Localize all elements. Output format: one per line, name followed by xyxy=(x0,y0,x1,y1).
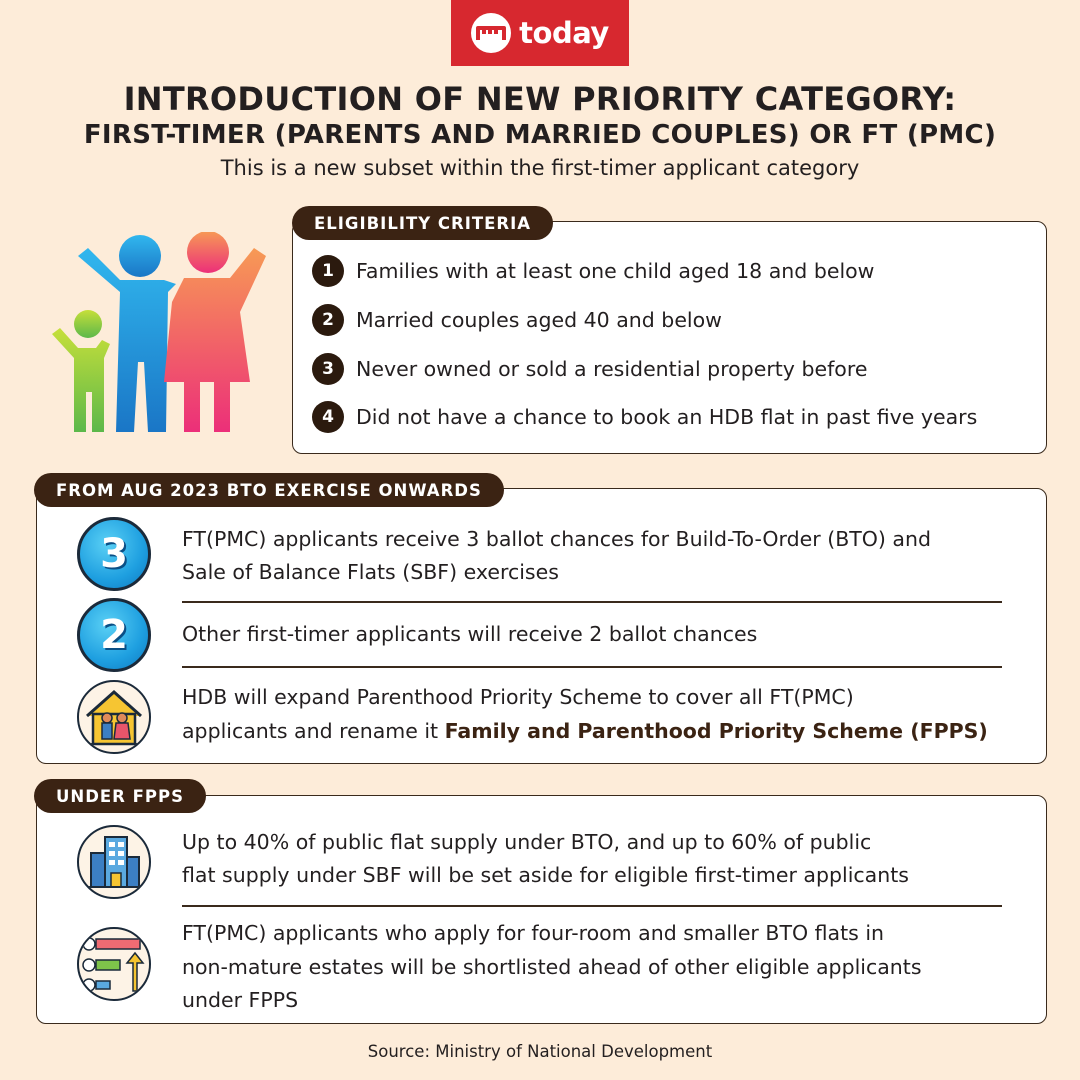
fpps-item1-line2: flat supply under SBF will be set aside for eligible first-timer applicants xyxy=(182,863,909,887)
fpps-item1-line1: Up to 40% of public flat supply under BTO, and up to 60% of public xyxy=(182,830,872,854)
criterion-number: 1 xyxy=(312,255,344,287)
criterion-text: Did not have a chance to book an HDB flat in past five years xyxy=(356,405,978,429)
criterion-1 xyxy=(312,255,874,287)
building-icon xyxy=(77,825,151,899)
number-3-ball-icon: 3 xyxy=(77,517,151,591)
aug-item3-line1: HDB will expand Parenthood Priority Scheme to cover all FT(PMC) xyxy=(182,685,854,709)
family-icon xyxy=(44,232,276,436)
criterion-4 xyxy=(312,401,977,433)
fpps-item2-line3: under FPPS xyxy=(182,988,299,1012)
brand-name: today xyxy=(519,16,609,50)
criterion-2 xyxy=(312,304,722,336)
criterion-text: Married couples aged 40 and below xyxy=(356,308,722,332)
page-subtitle: This is a new subset within the first-timer applicant category xyxy=(220,156,860,180)
ranking-list-icon xyxy=(77,927,151,1001)
today-logo xyxy=(451,0,629,66)
aug-item3-line2 xyxy=(182,714,988,748)
aug2023-tag: FROM AUG 2023 BTO EXERCISE ONWARDS xyxy=(34,473,504,507)
criterion-number: 3 xyxy=(312,353,344,385)
divider xyxy=(182,601,1002,603)
family-house-icon xyxy=(77,680,151,754)
fpps-item2-line2: non-mature estates will be shortlisted ahead of other eligible applicants xyxy=(182,955,922,979)
aug-item2-line1: Other first-timer applicants will receive 2 ballot chances xyxy=(182,622,758,646)
source-note: Source: Ministry of National Development xyxy=(367,1042,713,1061)
divider xyxy=(182,905,1002,907)
criterion-text: Families with at least one child aged 18 and below xyxy=(356,259,875,283)
criterion-number: 4 xyxy=(312,401,344,433)
criterion-text: Never owned or sold a residential property before xyxy=(356,357,868,381)
page-title-line2: FIRST-TIMER (PARENTS AND MARRIED COUPLES) OR FT (PMC) xyxy=(83,120,997,150)
today-logo-mark-icon xyxy=(471,13,511,53)
criterion-number: 2 xyxy=(312,304,344,336)
aug-item1-line2: Sale of Balance Flats (SBF) exercises xyxy=(182,560,559,584)
number-2-ball-icon: 2 xyxy=(77,598,151,672)
fpps-tag: UNDER FPPS xyxy=(34,779,206,813)
criterion-3 xyxy=(312,353,867,385)
fpps-item2-line1: FT(PMC) applicants who apply for four-room and smaller BTO flats in xyxy=(182,921,885,945)
divider xyxy=(182,666,1002,668)
aug-item3-line2-prefix: applicants and rename it xyxy=(182,719,445,743)
fpps-name: Family and Parenthood Priority Scheme (FPPS) xyxy=(444,719,988,743)
page-title-line1: INTRODUCTION OF NEW PRIORITY CATEGORY: xyxy=(123,80,957,118)
aug-item1-line1: FT(PMC) applicants receive 3 ballot chances for Build-To-Order (BTO) and xyxy=(182,527,932,551)
eligibility-tag: ELIGIBILITY CRITERIA xyxy=(292,206,553,240)
